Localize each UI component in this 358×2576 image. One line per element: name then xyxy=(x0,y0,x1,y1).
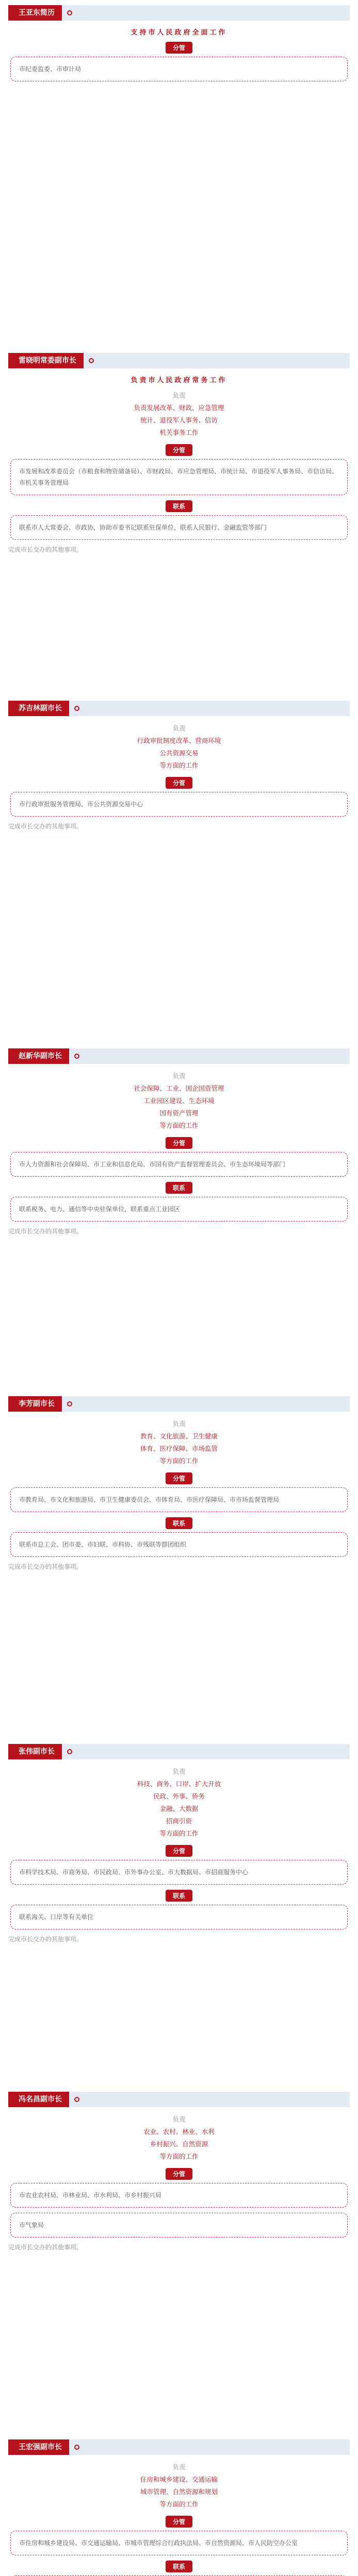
circle-icon xyxy=(74,2445,79,2450)
footnote: 完成市长交办的其他事项。 xyxy=(8,1936,83,1943)
divider-row xyxy=(8,444,350,456)
duty-item: 工业园区建设、生态环境 xyxy=(143,1097,215,1105)
section-title: 冯名昌副市长 xyxy=(11,2092,69,2107)
official-section xyxy=(8,1394,350,1742)
circle-icon xyxy=(67,10,72,15)
footnote: 完成市长交办的其他事项。 xyxy=(8,823,83,830)
contact-row xyxy=(8,1890,350,1902)
circle-icon xyxy=(67,1749,72,1754)
footnote: 完成市长交办的其他事项。 xyxy=(8,1228,83,1235)
contact-card: 联系市总工会、团市委、市妇联、市科协、市残联等群团组织 xyxy=(10,1532,348,1557)
divider-row xyxy=(8,1137,350,1149)
contact-row xyxy=(8,1182,350,1194)
contact-label: 联系 xyxy=(166,1890,192,1902)
contact-row xyxy=(8,500,350,512)
section-header xyxy=(8,701,350,716)
duties-label: 负责 xyxy=(172,392,186,399)
section-title: 王宏强副市长 xyxy=(11,2439,69,2455)
divider-label: 分管 xyxy=(166,1472,192,1484)
divider-row xyxy=(8,777,350,789)
duty-item: 民政、外事、侨务 xyxy=(153,1792,205,1800)
duty-item: 金融、大数据 xyxy=(159,1805,199,1812)
duties-list xyxy=(8,389,350,439)
footnote: 完成市长交办的其他事项。 xyxy=(8,2244,83,2251)
duty-item: 等方面的工作 xyxy=(159,761,199,769)
duty-item: 机关事务工作 xyxy=(159,429,199,436)
contact-label: 联系 xyxy=(166,1517,192,1529)
divider-row xyxy=(8,1472,350,1484)
divider-row xyxy=(8,42,350,54)
duty-item: 农业、农村、林业、水利 xyxy=(143,2128,215,2136)
duty-item: 行政审批制度改革、营商环境 xyxy=(137,737,221,744)
divider-label: 分管 xyxy=(166,2168,192,2180)
duty-item: 负责发展改革、财政、应急管理 xyxy=(134,404,224,412)
section-title: 李芳副市长 xyxy=(11,1396,62,1412)
section-header xyxy=(8,2092,350,2107)
duties-list xyxy=(8,2113,350,2163)
section-title: 赵新华副市长 xyxy=(11,1048,69,1064)
duty-item: 等方面的工作 xyxy=(159,1829,199,1837)
duties-label: 负责 xyxy=(172,1420,186,1428)
duty-item: 住房和城乡建设、交通运输 xyxy=(140,2476,218,2483)
official-section xyxy=(8,1046,350,1394)
duty-item: 等方面的工作 xyxy=(159,1122,199,1129)
circle-icon xyxy=(74,706,79,711)
contact-label: 联系 xyxy=(166,1182,192,1194)
circle-icon xyxy=(67,1401,72,1406)
duty-item: 国有资产管理 xyxy=(159,1109,199,1117)
divider-row xyxy=(8,2168,350,2180)
duties-list xyxy=(8,2461,350,2511)
circle-icon xyxy=(89,358,94,363)
footnote: 完成市长交办的其他事项。 xyxy=(8,1563,83,1570)
official-section xyxy=(8,2090,350,2437)
divider-label: 分管 xyxy=(166,2516,192,2528)
official-section xyxy=(8,3,350,351)
duty-item: 等方面的工作 xyxy=(159,1457,199,1465)
section-title: 苏吉林副市长 xyxy=(11,701,69,716)
divider-card: 市发展和改革委员会（市粮食和物资储备局）、市财政局、市应急管理局、市统计局、市退役军人事务局、市信访局、市机关事务管理局 xyxy=(10,459,348,495)
divider-card: 市教育局、市文化和旅游局、市卫生健康委员会、市体育局、市医疗保障局、市市场监督管理局 xyxy=(10,1487,348,1512)
circle-icon xyxy=(74,2097,79,2102)
official-section xyxy=(8,699,350,1046)
duties-label: 负责 xyxy=(172,2115,186,2123)
contact-label: 联系 xyxy=(166,2561,192,2572)
duties-list xyxy=(8,1418,350,1467)
divider-label: 分管 xyxy=(166,1845,192,1857)
section-header xyxy=(8,5,350,21)
contact-card: 市气象局 xyxy=(10,2213,348,2238)
duties-label: 负责 xyxy=(172,1072,186,1080)
divider-label: 分管 xyxy=(166,42,192,54)
contact-card: 联系海关、口岸等有关单位 xyxy=(10,1905,348,1929)
divider-row xyxy=(8,1845,350,1857)
duty-item: 社会保障、工业、国企国资管理 xyxy=(134,1084,224,1092)
contact-row xyxy=(8,2561,350,2572)
divider-label: 分管 xyxy=(166,777,192,789)
duties-list xyxy=(8,722,350,772)
divider-card: 市人力资源和社会保障局、市工业和信息化局、市国有资产监督管理委员会、市生态环境局等部门 xyxy=(10,1152,348,1177)
contact-label: 联系 xyxy=(166,500,192,512)
divider-card: 市农业农村局、市林业局、市水利局、市乡村振兴局 xyxy=(10,2183,348,2208)
role-summary: 支持市人民政府全面工作 xyxy=(131,29,227,37)
section-title: 王亚东简历 xyxy=(11,5,62,21)
duty-item: 统计、退役军人事务、信访 xyxy=(140,416,218,424)
role-summary: 负责市人民政府常务工作 xyxy=(131,377,227,384)
divider-card: 市住房和城乡建设局、市交通运输局、市城市管理综合行政执法局、市自然资源局、市人民防空办公室 xyxy=(10,2531,348,2555)
duties-label: 负责 xyxy=(172,2463,186,2471)
duty-item: 招商引资 xyxy=(166,1817,192,1825)
contact-card: 联系税务、电力、通信等中央驻保单位，联系重点工业园区 xyxy=(10,1197,348,1222)
contact-row xyxy=(8,1517,350,1529)
duty-item: 乡村振兴、自然资源 xyxy=(150,2140,208,2148)
section-header xyxy=(8,2439,350,2455)
duty-item: 等方面的工作 xyxy=(159,2153,199,2160)
contact-card: 联系市人大常委会、市政协，协助市委书记联系驻保单位，联系人民银行、金融监管等部门 xyxy=(10,515,348,540)
section-header xyxy=(8,1744,350,1759)
duties-label: 负责 xyxy=(172,724,186,732)
section-title: 张伟副市长 xyxy=(11,1744,62,1759)
duty-item: 等方面的工作 xyxy=(159,2500,199,2508)
official-section xyxy=(8,351,350,699)
duties-label: 负责 xyxy=(172,1768,186,1775)
duty-item: 城市管理、自然资源和规划 xyxy=(140,2488,218,2496)
section-header xyxy=(8,353,350,368)
divider-card: 市纪委监委、市审计局 xyxy=(10,57,348,81)
footnote: 完成市长交办的其他事项。 xyxy=(8,546,83,553)
official-section xyxy=(8,1742,350,2090)
duty-item: 公共资源交易 xyxy=(159,749,199,757)
official-section xyxy=(8,2437,350,2576)
section-header xyxy=(8,1048,350,1064)
divider-card: 市行政审批服务管理局、市公共资源交易中心 xyxy=(10,792,348,817)
section-header xyxy=(8,1396,350,1412)
divider-label: 分管 xyxy=(166,444,192,456)
divider-row xyxy=(8,2516,350,2528)
divider-card: 市科学技术局、市商务局、市民政局、市外事办公室、市大数据局、市招商服务中心 xyxy=(10,1860,348,1885)
section-title: 雷晓明常委副市长 xyxy=(11,353,84,368)
duty-item: 体育、医疗保障、市场监管 xyxy=(140,1445,218,1452)
circle-icon xyxy=(74,1054,79,1059)
duties-list xyxy=(8,1070,350,1132)
duties-list xyxy=(8,1766,350,1840)
duty-item: 科技、商务、口岸、扩大开放 xyxy=(137,1780,221,1788)
duty-item: 教育、文化旅游、卫生健康 xyxy=(140,1432,218,1440)
divider-label: 分管 xyxy=(166,1137,192,1149)
